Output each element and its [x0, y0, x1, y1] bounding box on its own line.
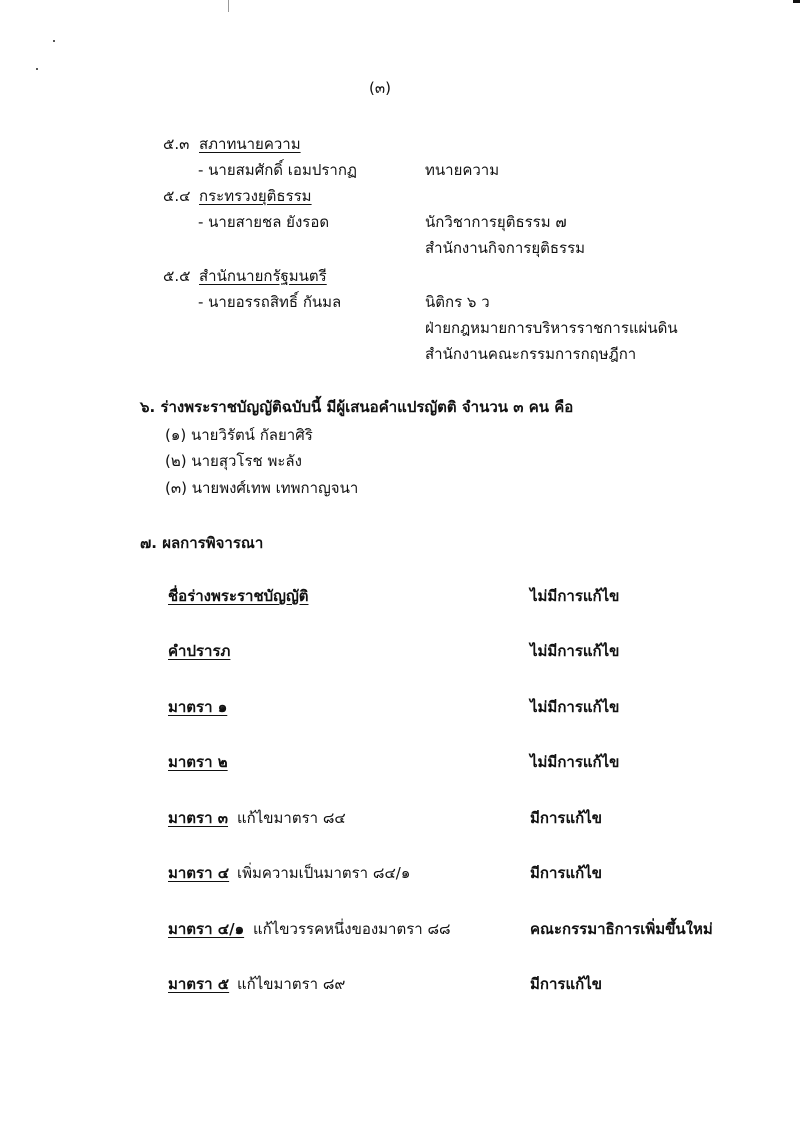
section-description: แก้ไขมาตรา ๘๔ [237, 809, 346, 827]
agency-person: - นายสมศักดิ์ เอมปรากฏ [198, 161, 357, 179]
section-label: มาตรา ๑ [168, 698, 228, 716]
section-label: มาตรา ๓ [168, 809, 229, 827]
scan-speck [53, 40, 55, 42]
agency-position: นิติกร ๖ ว [425, 293, 490, 311]
section-label: มาตรา ๒ [168, 753, 228, 771]
section-label: มาตรา ๕ [168, 975, 230, 993]
section-result: ไม่มีการแก้ไข [530, 587, 620, 605]
page-number: (๓) [369, 79, 391, 97]
agency-position: ฝ่ายกฎหมายการบริหารราชการแผ่นดิน [425, 319, 678, 337]
scan-edge-mark [228, 0, 229, 12]
agency-number: ๕.๓ [163, 135, 190, 153]
section-result: ไม่มีการแก้ไข [530, 753, 620, 771]
scan-edge-mark [793, 0, 800, 3]
agency-position: นักวิชาการยุติธรรม ๗ [425, 213, 567, 231]
section-label: คำปรารภ [168, 642, 231, 660]
section-description: แก้ไขมาตรา ๘๙ [237, 975, 346, 993]
proposer-item: (๓) นายพงศ์เทพ เทพกาญจนา [165, 479, 359, 497]
section-result: มีการแก้ไข [530, 809, 602, 827]
agency-position: สำนักงานกิจการยุติธรรม [425, 239, 586, 257]
proposer-item: (๑) นายวิรัตน์ กัลยาศิริ [165, 426, 313, 444]
section-result: คณะกรรมาธิการเพิ่มขึ้นใหม่ [530, 920, 713, 938]
section-description: แก้ไขวรรคหนึ่งของมาตรา ๘๘ [253, 920, 451, 938]
section-result: มีการแก้ไข [530, 975, 602, 993]
agency-name: กระทรวงยุติธรรม [199, 187, 312, 205]
section-label: ชื่อร่างพระราชบัญญัติ [168, 587, 309, 605]
proposer-item: (๒) นายสุวโรช พะลัง [165, 452, 302, 470]
section-result: ไม่มีการแก้ไข [530, 642, 620, 660]
agency-person: - นายอรรถสิทธิ์ กันมล [198, 293, 342, 311]
agency-number: ๕.๔ [163, 187, 191, 205]
agency-name: สำนักนายกรัฐมนตรี [199, 267, 327, 285]
section-description: เพิ่มความเป็นมาตรา ๘๔/๑ [237, 864, 411, 882]
section-label: มาตรา ๔ [168, 864, 230, 882]
agency-person: - นายสายชล ยังรอด [198, 213, 330, 231]
agency-position: สำนักงานคณะกรรมการกฤษฎีกา [425, 345, 637, 363]
section-result: ไม่มีการแก้ไข [530, 698, 620, 716]
section-7-heading: ๗. ผลการพิจารณา [140, 534, 264, 552]
agency-position: ทนายความ [425, 161, 500, 179]
scan-speck [36, 68, 38, 70]
section-6-heading: ๖. ร่างพระราชบัญญัติฉบับนี้ มีผู้เสนอคำแปรญัตติ จำนวน ๓ คน คือ [140, 398, 574, 416]
agency-number: ๕.๕ [163, 267, 191, 285]
section-result: มีการแก้ไข [530, 864, 602, 882]
agency-name: สภาทนายความ [199, 135, 301, 153]
section-label: มาตรา ๔/๑ [168, 920, 245, 938]
